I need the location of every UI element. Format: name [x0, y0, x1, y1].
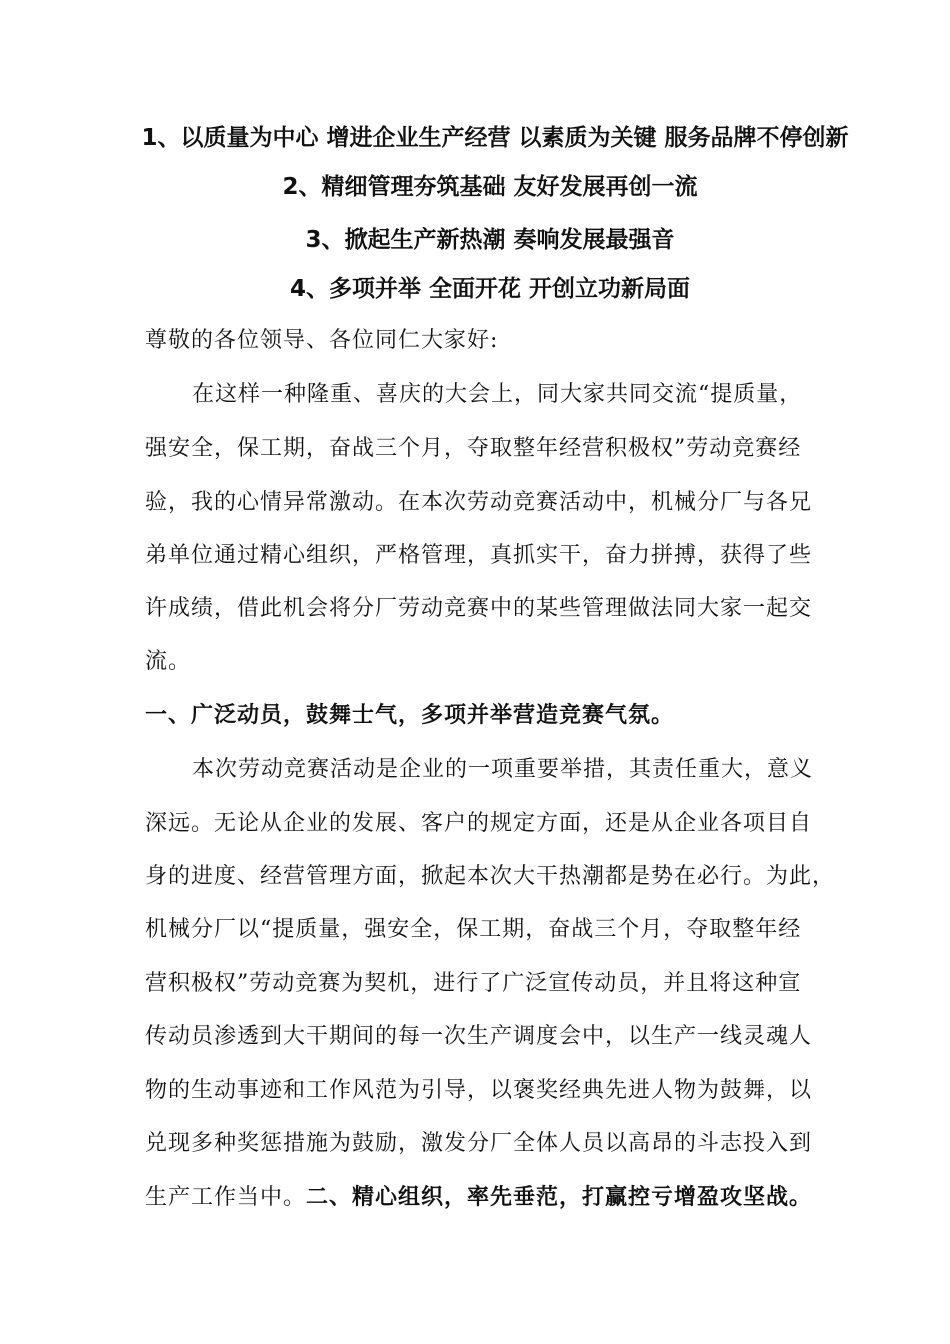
section-1-line: 身的进度、经营管理方面，掀起本次大干热潮都是势在必行。为此，	[145, 864, 836, 889]
last-line-prefix: 生产工作当中。	[145, 1185, 307, 1210]
salutation: 尊敬的各位领导、各位同仁大家好:	[145, 328, 499, 353]
last-line	[145, 1183, 812, 1213]
section-1-title: 一、广泛动员，鼓舞士气，多项并举营造竞赛气氛。	[145, 703, 675, 728]
intro-line: 弟单位通过精心组织，严格管理，真抓实干，奋力拼搏，获得了些	[145, 543, 813, 568]
intro-line: 在这样一种隆重、喜庆的大会上，同大家共同交流“提质量，	[192, 382, 803, 407]
section-1-line: 深远。无论从企业的发展、客户的规定方面，还是从企业各项目自	[145, 811, 813, 836]
heading-3: 3、掀起生产新热潮 奏响发展最强音	[305, 227, 675, 253]
intro-line: 流。	[145, 649, 192, 674]
heading-2: 2、精细管理夯筑基础 友好发展再创一流	[282, 174, 698, 200]
section-1-line: 本次劳动竞赛活动是企业的一项重要举措，其责任重大，意义	[192, 757, 814, 782]
section-1-line: 兑现多种奖惩措施为鼓励，激发分厂全体人员以高昂的斗志投入到	[145, 1131, 813, 1156]
heading-4: 4、多项并举 全面开花 开创立功新局面	[289, 276, 691, 302]
section-1-line: 营积极权”劳动竞赛为契机，进行了广泛宣传动员，并且将这种宣	[145, 971, 802, 996]
intro-line: 验，我的心情异常激动。在本次劳动竞赛活动中，机械分厂与各兄	[145, 490, 813, 515]
heading-1: 1、以质量为中心 增进企业生产经营 以素质为关键 服务品牌不停创新	[141, 125, 849, 151]
section-2-title: 二、精心组织，率先垂范，打赢控亏增盈攻坚战。	[306, 1185, 813, 1210]
section-1-line: 物的生动事迹和工作风范为引导，以褒奖经典先进人物为鼓舞，以	[145, 1078, 813, 1103]
section-1-line: 机械分厂以“提质量，强安全，保工期，奋战三个月，夺取整年经	[145, 917, 802, 942]
intro-line: 强安全，保工期，奋战三个月，夺取整年经营积极权”劳动竞赛经	[145, 436, 802, 461]
intro-line: 许成绩，借此机会将分厂劳动竞赛中的某些管理做法同大家一起交	[145, 596, 813, 621]
section-1-line: 传动员渗透到大干期间的每一次生产调度会中，以生产一线灵魂人	[145, 1024, 813, 1049]
